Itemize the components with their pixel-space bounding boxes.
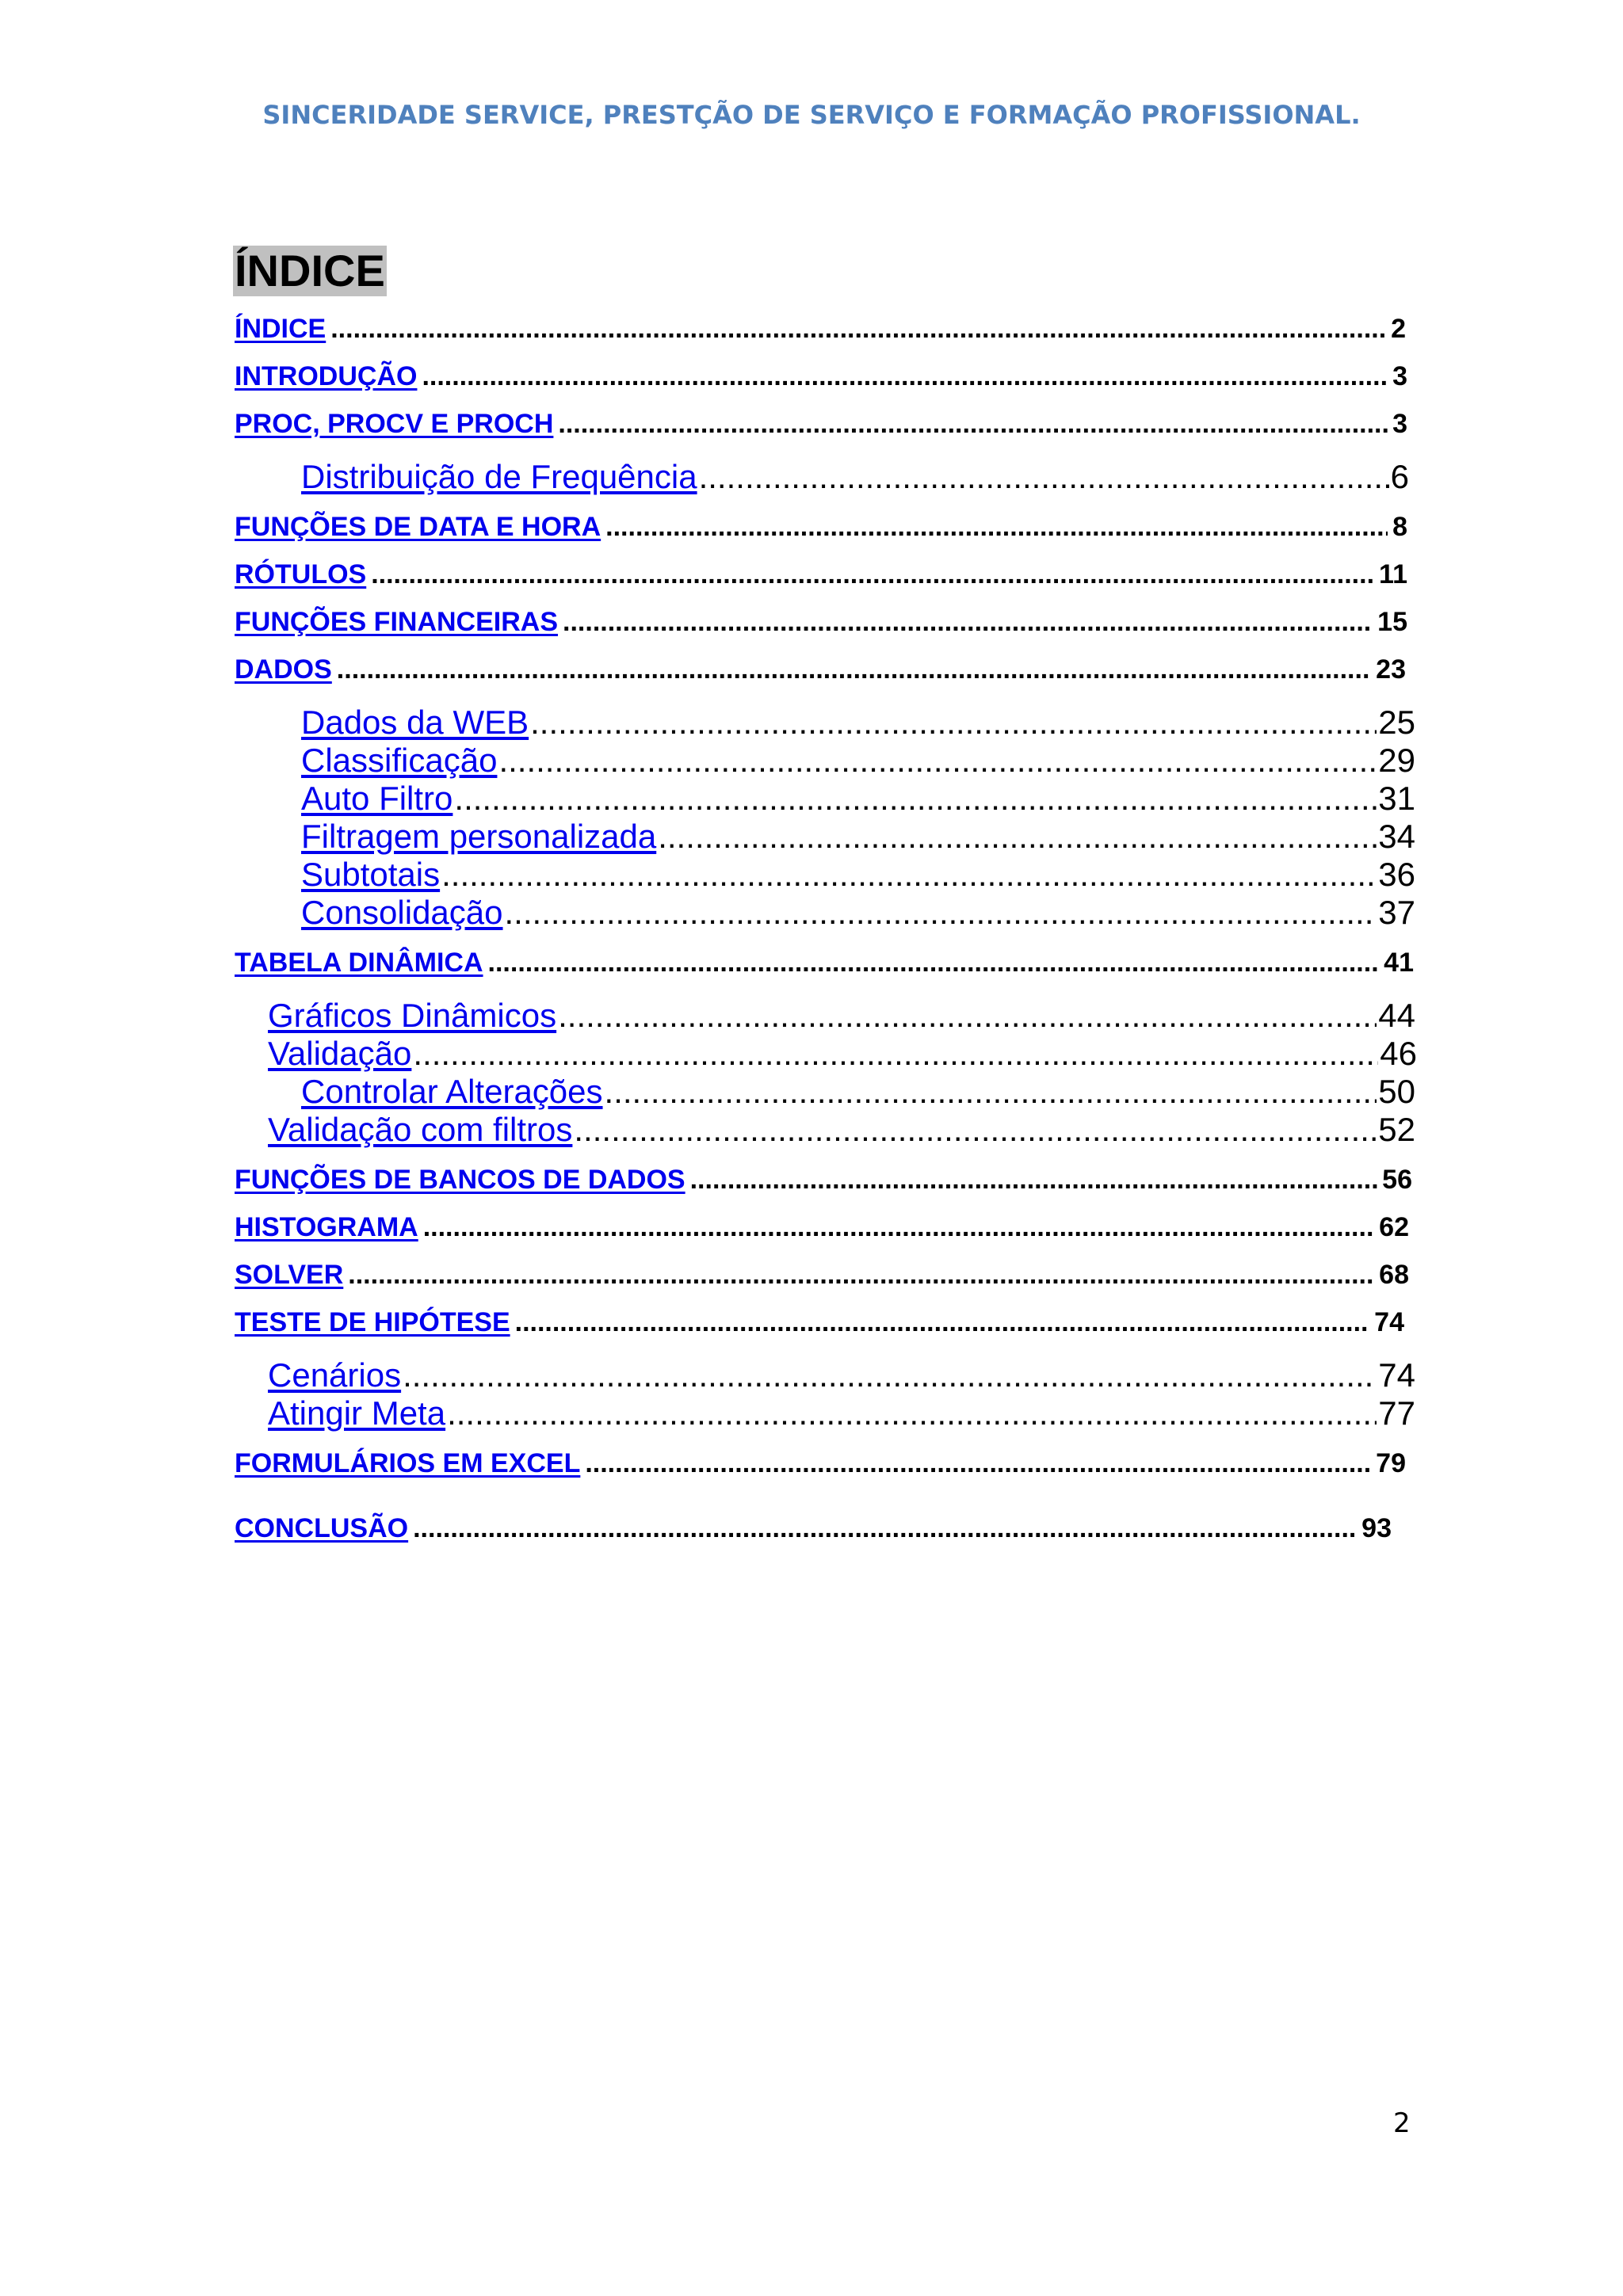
toc-entry-label[interactable]: Auto Filtro: [301, 780, 453, 817]
toc-entry-label[interactable]: ÍNDICE: [235, 314, 327, 344]
toc-entry-page: 37: [1378, 894, 1415, 931]
toc-entry-label[interactable]: Subtotais: [301, 856, 441, 893]
toc-entry-page: 36: [1378, 856, 1415, 893]
toc-entry-page: 74: [1374, 1307, 1404, 1337]
toc-entry-distribuicao-de-frequencia[interactable]: [301, 458, 1409, 496]
toc-entry-page: 77: [1378, 1394, 1415, 1432]
toc-entry-conclusao[interactable]: [235, 1513, 1392, 1548]
dot-leader: [413, 1035, 1378, 1073]
toc-entry-label[interactable]: Validação: [268, 1035, 412, 1072]
dot-leader: [403, 1356, 1377, 1394]
dot-leader: [558, 409, 1388, 440]
toc-entry-label[interactable]: FUNÇÕES DE BANCOS DE DADOS: [235, 1165, 685, 1195]
toc-entry-label[interactable]: TABELA DINÂMICA: [235, 948, 483, 978]
toc-entry-page: 11: [1379, 559, 1407, 589]
dot-leader: [348, 1260, 1374, 1291]
toc-entry-filtragem-personalizada[interactable]: [301, 818, 1415, 856]
toc-entry-cenarios[interactable]: [268, 1356, 1415, 1394]
toc-entry-page: 31: [1378, 780, 1415, 817]
dot-leader: [605, 1073, 1377, 1111]
toc-entry-page: 3: [1392, 361, 1407, 391]
toc-entry-label[interactable]: CONCLUSÃO: [235, 1513, 409, 1543]
toc-entry-solver[interactable]: [235, 1260, 1409, 1295]
toc-entry-consolidacao[interactable]: [301, 894, 1415, 932]
dot-leader: [530, 704, 1377, 742]
toc-entry-auto-filtro[interactable]: [301, 780, 1415, 818]
toc-entry-graficos-dinamicos[interactable]: [268, 997, 1415, 1035]
toc-entry-label[interactable]: RÓTULOS: [235, 559, 367, 589]
toc-entry-page: 68: [1379, 1260, 1409, 1290]
dot-leader: [558, 997, 1377, 1035]
dot-leader: [371, 559, 1374, 590]
dot-leader: [515, 1307, 1370, 1338]
toc-entry-page: 6: [1390, 458, 1409, 495]
dot-leader: [441, 856, 1377, 894]
toc-entry-page: 44: [1378, 997, 1415, 1034]
toc-entry-tabela-dinamica[interactable]: [235, 948, 1414, 982]
dot-leader: [699, 458, 1389, 496]
toc-entry-label[interactable]: Validação com filtros: [268, 1111, 573, 1148]
toc-entry-validacao[interactable]: [268, 1035, 1417, 1073]
toc-entry-validacao-com-filtros[interactable]: [268, 1111, 1415, 1149]
toc-entry-page: 52: [1378, 1111, 1415, 1148]
toc-entry-proc-procv-proch[interactable]: [235, 409, 1407, 444]
running-header: SINCERIDADE SERVICE, PRESTÇÃO DE SERVIÇO E FORMAÇÃO PROFISSIONAL.: [262, 100, 1361, 130]
toc-entry-label[interactable]: FUNÇÕES DE DATA E HORA: [235, 512, 601, 542]
toc-entry-page: 62: [1379, 1212, 1409, 1242]
toc-entry-page: 41: [1384, 948, 1414, 978]
toc-entry-label[interactable]: FORMULÁRIOS EM EXCEL: [235, 1448, 581, 1478]
toc-entry-label[interactable]: PROC, PROCV E PROCH: [235, 409, 554, 439]
toc-entry-rotulos[interactable]: [235, 559, 1407, 594]
toc-entry-introducao[interactable]: [235, 361, 1407, 396]
toc-entry-label[interactable]: FUNÇÕES FINANCEIRAS: [235, 607, 559, 637]
dot-leader: [488, 948, 1380, 978]
toc-entry-page: 25: [1378, 704, 1415, 741]
toc-heading: ÍNDICE: [235, 246, 385, 296]
toc-entry-dados[interactable]: [235, 654, 1406, 689]
toc-entry-page: 3: [1392, 409, 1407, 439]
toc-entry-page: 23: [1376, 654, 1406, 685]
toc-entry-page: 79: [1376, 1448, 1406, 1478]
dot-leader: [574, 1111, 1377, 1149]
dot-leader: [454, 780, 1377, 818]
dot-leader: [447, 1394, 1377, 1432]
toc-entry-label[interactable]: Distribuição de Frequência: [301, 458, 697, 495]
toc-entry-funcoes-financeiras[interactable]: [235, 607, 1407, 642]
toc-entry-page: 34: [1378, 818, 1415, 855]
toc-entry-page: 93: [1361, 1513, 1392, 1543]
toc-entry-label[interactable]: INTRODUÇÃO: [235, 361, 418, 391]
toc-entry-label[interactable]: TESTE DE HIPÓTESE: [235, 1307, 510, 1337]
toc-entry-label[interactable]: Consolidação: [301, 894, 503, 931]
toc-entry-label[interactable]: Controlar Alterações: [301, 1073, 603, 1110]
toc-entry-teste-de-hipotese[interactable]: [235, 1307, 1404, 1342]
toc-entry-controlar-alteracoes[interactable]: [301, 1073, 1415, 1111]
dot-leader: [422, 361, 1388, 392]
toc-entry-page: 46: [1380, 1035, 1417, 1072]
dot-leader: [605, 512, 1388, 543]
toc-entry-page: 8: [1392, 512, 1407, 542]
toc-entry-label[interactable]: Filtragem personalizada: [301, 818, 657, 855]
dot-leader: [658, 818, 1377, 856]
dot-leader: [563, 607, 1373, 638]
dot-leader: [498, 742, 1377, 780]
page-number: 2: [1393, 2107, 1411, 2139]
toc-entry-dados-da-web[interactable]: [301, 704, 1415, 742]
toc-entry-funcoes-de-data-e-hora[interactable]: [235, 512, 1407, 547]
toc-entry-atingir-meta[interactable]: [268, 1394, 1415, 1432]
toc-entry-page: 50: [1378, 1073, 1415, 1110]
toc-entry-page: 56: [1382, 1165, 1412, 1195]
toc-entry-label[interactable]: Cenários: [268, 1356, 402, 1394]
toc-entry-page: 15: [1377, 607, 1407, 637]
dot-leader: [585, 1448, 1371, 1479]
toc-entry-label[interactable]: DADOS: [235, 654, 332, 685]
dot-leader: [330, 314, 1386, 345]
toc-entry-label[interactable]: Dados da WEB: [301, 704, 529, 741]
toc-entry-page: 29: [1378, 742, 1415, 779]
dot-leader: [413, 1513, 1357, 1544]
dot-leader: [505, 894, 1377, 932]
toc-entry-subtotais[interactable]: [301, 856, 1415, 894]
dot-leader: [423, 1212, 1374, 1243]
toc-entry-classificacao[interactable]: [301, 742, 1415, 780]
toc-entry-label[interactable]: SOLVER: [235, 1260, 344, 1290]
toc-entry-label[interactable]: HISTOGRAMA: [235, 1212, 418, 1242]
dot-leader: [690, 1165, 1378, 1196]
dot-leader: [337, 654, 1371, 685]
toc-entry-page: 74: [1378, 1356, 1415, 1394]
toc-entry-label[interactable]: Classificação: [301, 742, 498, 779]
toc-entry-histograma[interactable]: [235, 1212, 1409, 1247]
toc-entry-indice[interactable]: [235, 314, 1406, 349]
toc-entry-formularios-em-excel[interactable]: [235, 1448, 1406, 1483]
toc-entry-funcoes-de-bancos-de-dados[interactable]: [235, 1165, 1412, 1199]
toc-entry-label[interactable]: Gráficos Dinâmicos: [268, 997, 557, 1034]
toc-entry-page: 2: [1391, 314, 1406, 344]
toc-entry-label[interactable]: Atingir Meta: [268, 1394, 446, 1432]
